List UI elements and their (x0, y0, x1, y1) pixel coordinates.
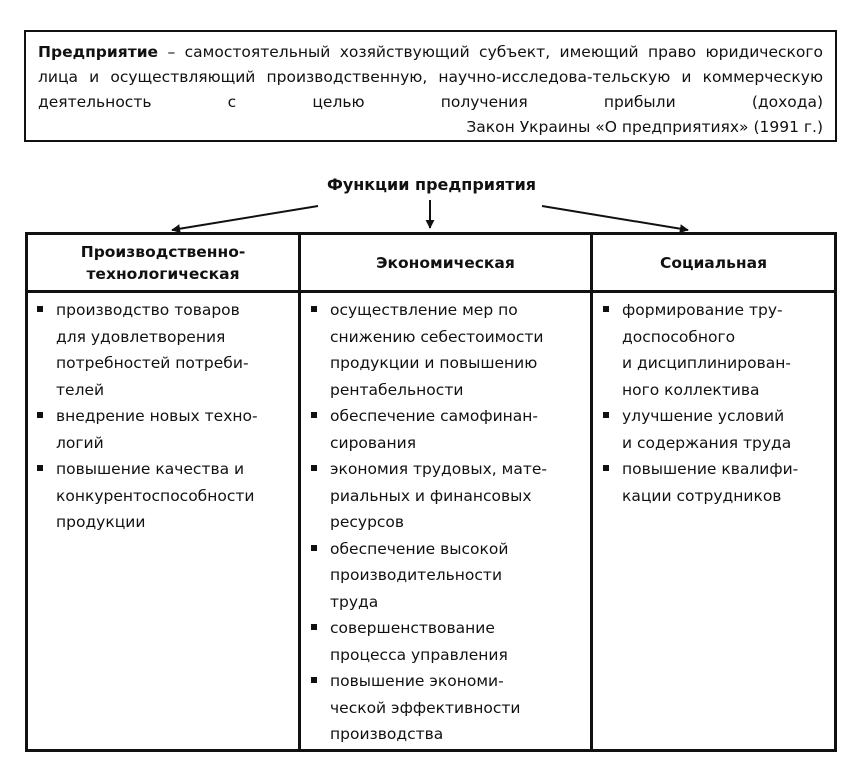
definition-term: Предприятие (38, 43, 159, 61)
column-divider (298, 235, 301, 749)
list-item: повышение квалифи- кации сотрудников (600, 456, 832, 509)
functions-table (25, 232, 837, 752)
column-body-production (34, 297, 296, 536)
bullet-icon (603, 412, 609, 418)
column-heading-economic: Экономическая (376, 253, 515, 272)
list-item: улучшение условий и содержания труда (600, 403, 832, 456)
column-divider (590, 235, 593, 749)
bullet-icon (311, 412, 317, 418)
bullet-icon (603, 465, 609, 471)
functions-title: Функции предприятия (326, 175, 537, 194)
bullet-icon (311, 624, 317, 630)
social-list (600, 297, 832, 509)
list-item: экономия трудовых, мате- риальных и финансовых ресурсов (308, 456, 588, 536)
list-item: совершенствование процесса управления (308, 615, 588, 668)
column-heading-production: Производственно- технологическая (80, 242, 246, 283)
list-item: обеспечение высокой производительности труда (308, 536, 588, 616)
list-item: повышение экономи- ческой эффективности производства (308, 668, 588, 748)
header-divider (28, 290, 834, 293)
production-list (34, 297, 296, 536)
list-item: осуществление мер по снижению себестоимости продукции и повышению рентабельности (308, 297, 588, 403)
column-body-social (600, 297, 832, 509)
bullet-icon (37, 306, 43, 312)
arrow-left (172, 206, 318, 230)
list-item: формирование тру- доспособного и дисциплинирован- ного коллектива (600, 297, 832, 403)
definition-body: – самостоятельный хозяйствующий субъект, имеющий право юридического лица и осуществляющий производственную, научно-исследова-тельскую и коммерческую деятельность с целью получения прибыли (дохода) (38, 43, 823, 111)
bullet-icon (311, 545, 317, 551)
bullet-icon (37, 412, 43, 418)
bullet-icon (603, 306, 609, 312)
bullet-icon (37, 465, 43, 471)
list-item: производство товаров для удовлетворения потребностей потреби- телей (34, 297, 296, 403)
column-heading-social: Социальная (659, 253, 768, 272)
arrow-right (542, 206, 688, 230)
economic-list (308, 297, 588, 748)
bullet-icon (311, 465, 317, 471)
list-item: повышение качества и конкурентоспособности продукции (34, 456, 296, 536)
list-item: обеспечение самофинан- сирования (308, 403, 588, 456)
list-item: внедрение новых техно- логий (34, 403, 296, 456)
bullet-icon (311, 306, 317, 312)
definition-source: Закон Украины «О предприятиях» (1991 г.) (466, 118, 823, 136)
column-body-economic (308, 297, 588, 748)
bullet-icon (311, 677, 317, 683)
